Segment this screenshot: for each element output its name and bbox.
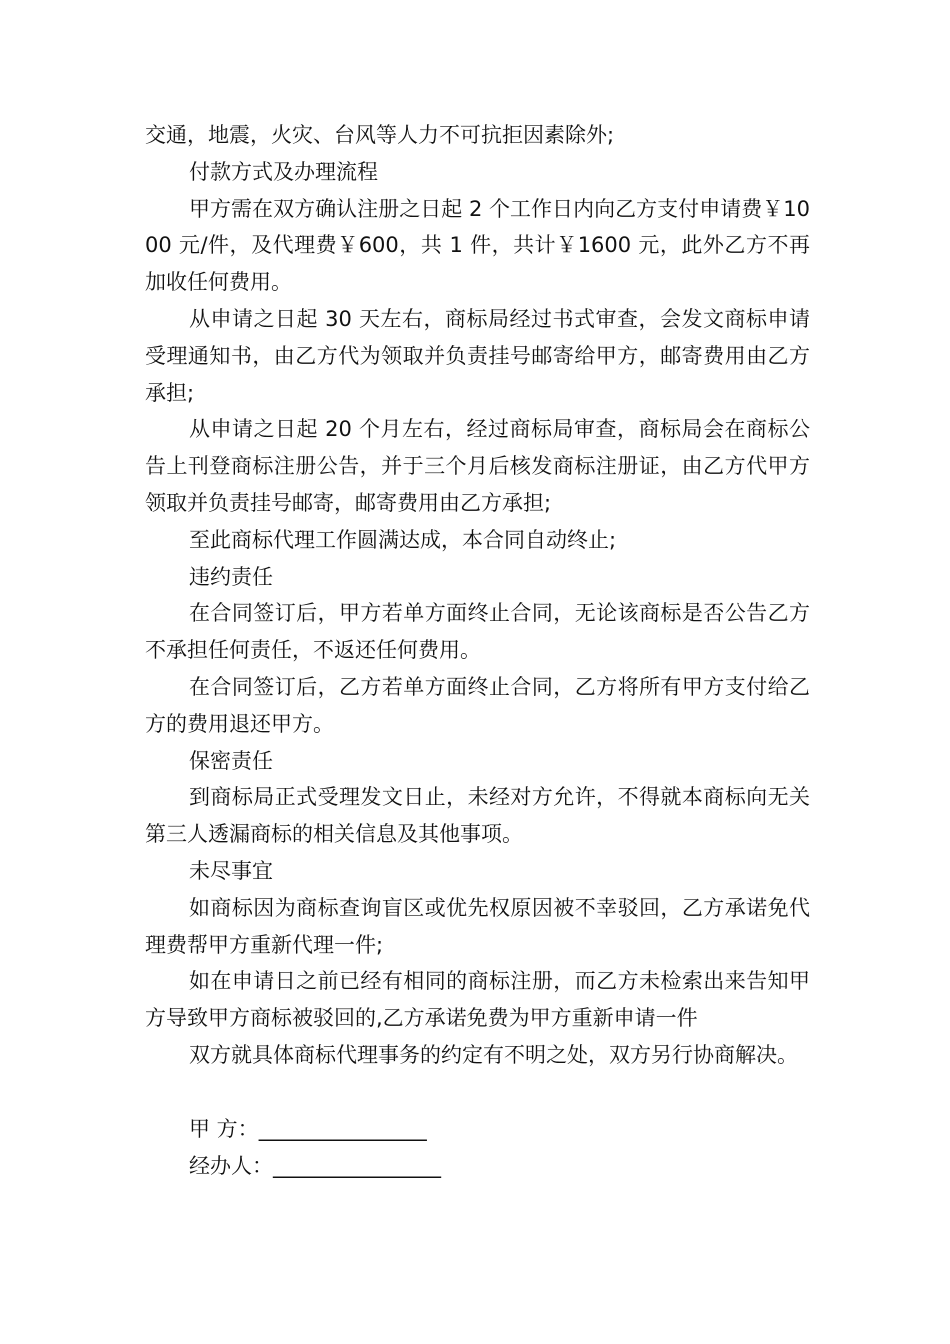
paragraph: 到商标局正式受理发文日止，未经对方允许，不得就本商标向无关第三人透漏商标的相关信息及其他事项。 [145,785,810,847]
signature-blank: ________________ [273,1153,441,1178]
paragraph: 如商标因为商标查询盲区或优先权原因被不幸驳回，乙方承诺免代理费帮甲方重新代理一件; [145,895,810,957]
section-heading-breach: 违约责任 [189,564,273,589]
signature-label: 甲 方： [189,1116,259,1141]
spacer [145,1074,810,1111]
signature-label: 经办人： [189,1153,273,1178]
signature-line-handler [145,1148,810,1185]
signature-blank: ________________ [258,1116,427,1141]
section-heading-other-matters: 未尽事宜 [189,858,273,883]
paragraph: 从申请之日起 30 天左右，商标局经过书式审查，会发文商标申请受理通知书，由乙方代为领取并负责挂号邮寄给甲方，邮寄费用由乙方承担; [145,306,810,405]
paragraph: 甲方需在双方确认注册之日起 2 个工作日内向乙方支付申请费￥1000 元/件，及代理费￥600，共 1 件，共计￥1600 元，此外乙方不再加收任何费用。 [145,196,810,295]
document-body [145,117,810,1184]
paragraph: 至此商标代理工作圆满达成，本合同自动终止; [189,527,617,552]
section-heading-payment: 付款方式及办理流程 [189,159,378,184]
signature-line-party-a [145,1111,810,1148]
paragraph: 交通，地震，火灾、台风等人力不可抗拒因素除外; [145,123,615,147]
section-heading-confidentiality: 保密责任 [189,748,273,773]
paragraph: 从申请之日起 20 个月左右，经过商标局审查，商标局会在商标公告上刊登商标注册公告，并于三个月后核发商标注册证，由乙方代甲方领取并负责挂号邮寄，邮寄费用由乙方承担; [145,417,810,515]
paragraph: 在合同签订后，乙方若单方面终止合同，乙方将所有甲方支付给乙方的费用退还甲方。 [145,674,810,736]
paragraph: 双方就具体商标代理事务的约定有不明之处，双方另行协商解决。 [189,1042,798,1067]
paragraph: 如在申请日之前已经有相同的商标注册，而乙方未检索出来告知甲方导致甲方商标被驳回的,乙方承诺免费为甲方重新申请一件 [145,969,810,1031]
paragraph: 在合同签订后，甲方若单方面终止合同，无论该商标是否公告乙方不承担任何责任，不返还任何费用。 [145,601,810,663]
